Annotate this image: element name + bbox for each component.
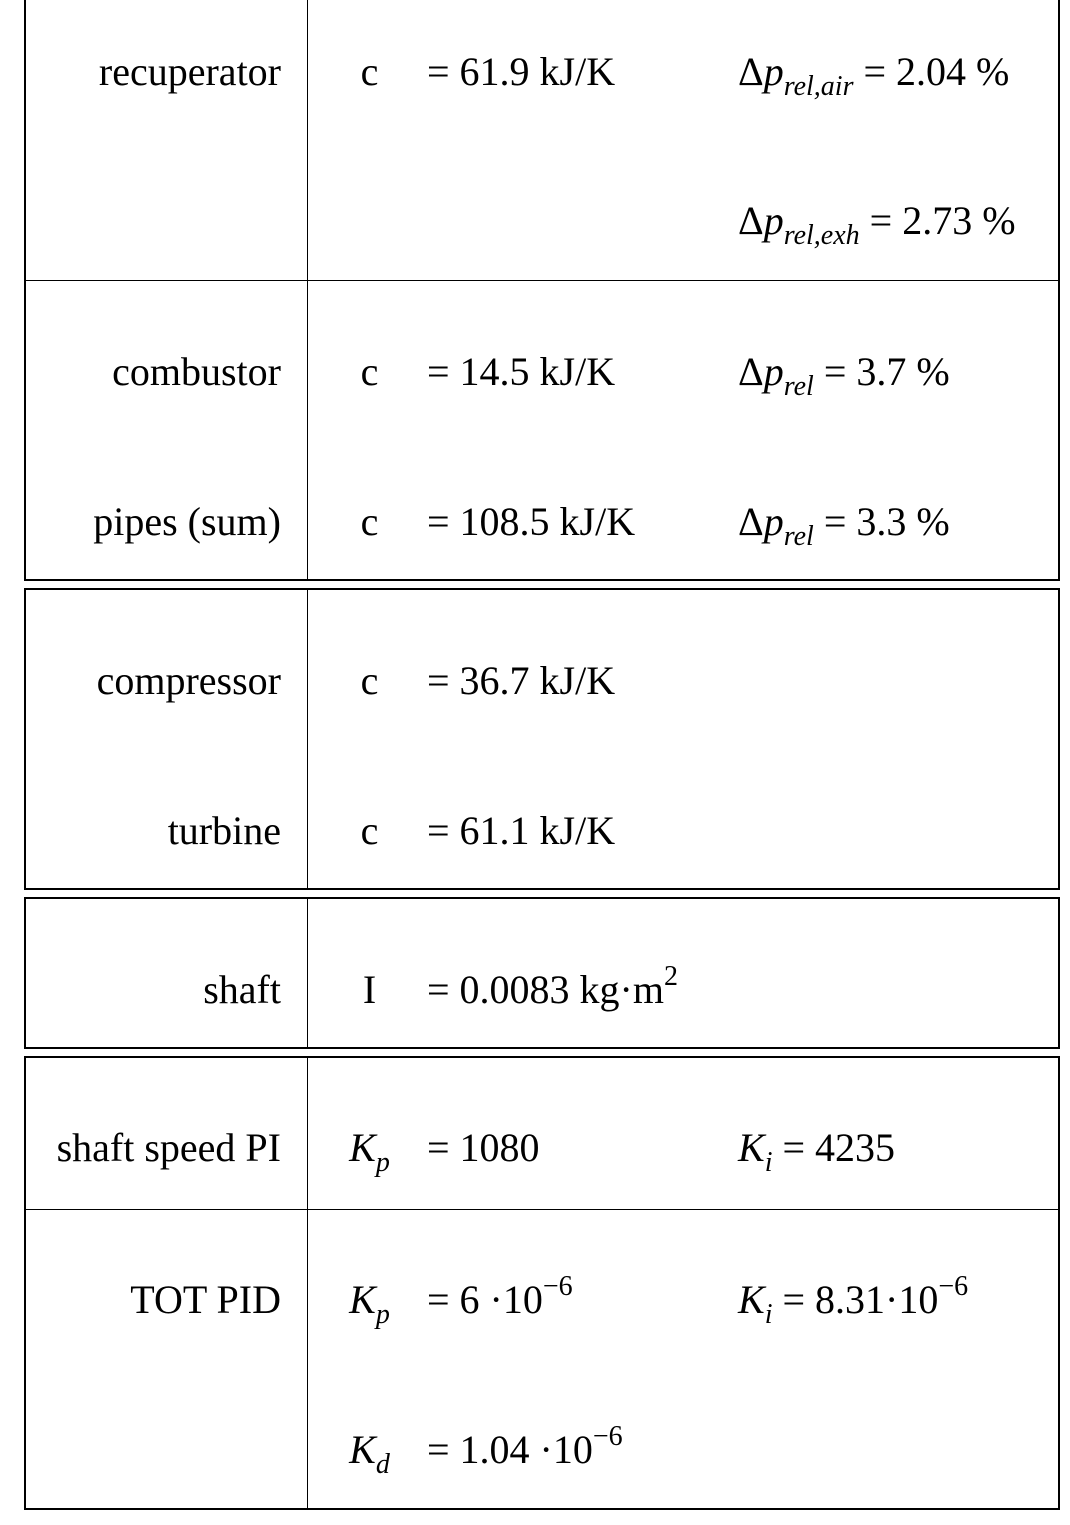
parameter-symbol: c xyxy=(360,499,379,544)
parameter-value: = 14.5 kJ/K xyxy=(427,349,616,394)
parameter-value: = 0.0083 $kg\cdot m^2$ xyxy=(427,961,678,1012)
table-row-compressor xyxy=(0,656,1070,706)
parameter-symbol: c xyxy=(360,349,379,394)
table-row-turbine xyxy=(0,806,1070,856)
table-row-recuperator xyxy=(0,47,1070,102)
parameter-value: = 61.1 kJ/K xyxy=(427,808,616,853)
parameter-symbol: c xyxy=(360,808,379,853)
pressure-drop: $\Delta p_{rel,exh} = 2.73$ % xyxy=(738,198,1016,251)
table-row-shaft-speed-pi xyxy=(0,1123,1070,1178)
table-row-shaft xyxy=(0,961,1070,1015)
parameter-value: = 108.5 kJ/K xyxy=(427,499,636,544)
parameter-value: = 1080 xyxy=(427,1125,540,1170)
component-name: shaft speed PI xyxy=(56,1125,281,1170)
parameter-symbol: $K_p$ xyxy=(349,1125,390,1178)
table-row-pipes xyxy=(0,497,1070,552)
table-row-tot-pid xyxy=(0,1271,1070,1330)
table-row-recuperator-exh xyxy=(0,196,1070,251)
component-name: combustor xyxy=(112,349,281,394)
pressure-drop: $\Delta p_{rel} = 3.7$ % xyxy=(738,349,950,402)
parameter-symbol: $K_d$ xyxy=(349,1427,390,1480)
component-name: recuperator xyxy=(98,49,281,94)
pressure-drop: $\Delta p_{rel,air} = 2.04$ % xyxy=(738,49,1010,102)
table-row-tot-pid-kd xyxy=(0,1421,1070,1480)
component-name: compressor xyxy=(96,658,281,703)
integral-gain: $K_i = 4235$ xyxy=(738,1125,896,1178)
parameter-symbol: c xyxy=(360,658,379,703)
parameter-symbol: I xyxy=(362,967,377,1012)
integral-gain: $K_i = 8.31\cdot 10^{-6}$ xyxy=(738,1271,969,1330)
parameter-symbol: $K_p$ xyxy=(349,1277,390,1330)
parameter-symbol: c xyxy=(360,49,379,94)
row-divider xyxy=(26,280,1058,281)
parameter-value: = $1.04 \cdot 10^{-6}$ xyxy=(427,1421,623,1472)
component-name: TOT PID xyxy=(130,1277,281,1322)
pressure-drop: $\Delta p_{rel} = 3.3$ % xyxy=(738,499,950,552)
component-name: turbine xyxy=(167,808,281,853)
component-name: shaft xyxy=(203,967,281,1012)
row-divider xyxy=(26,1209,1058,1210)
parameter-value: = 61.9 kJ/K xyxy=(427,49,616,94)
parameter-value: = 36.7 kJ/K xyxy=(427,658,616,703)
component-name: pipes (sum) xyxy=(93,499,281,544)
parameter-value: = $6 \cdot 10^{-6}$ xyxy=(427,1271,573,1322)
table-row-combustor xyxy=(0,347,1070,402)
